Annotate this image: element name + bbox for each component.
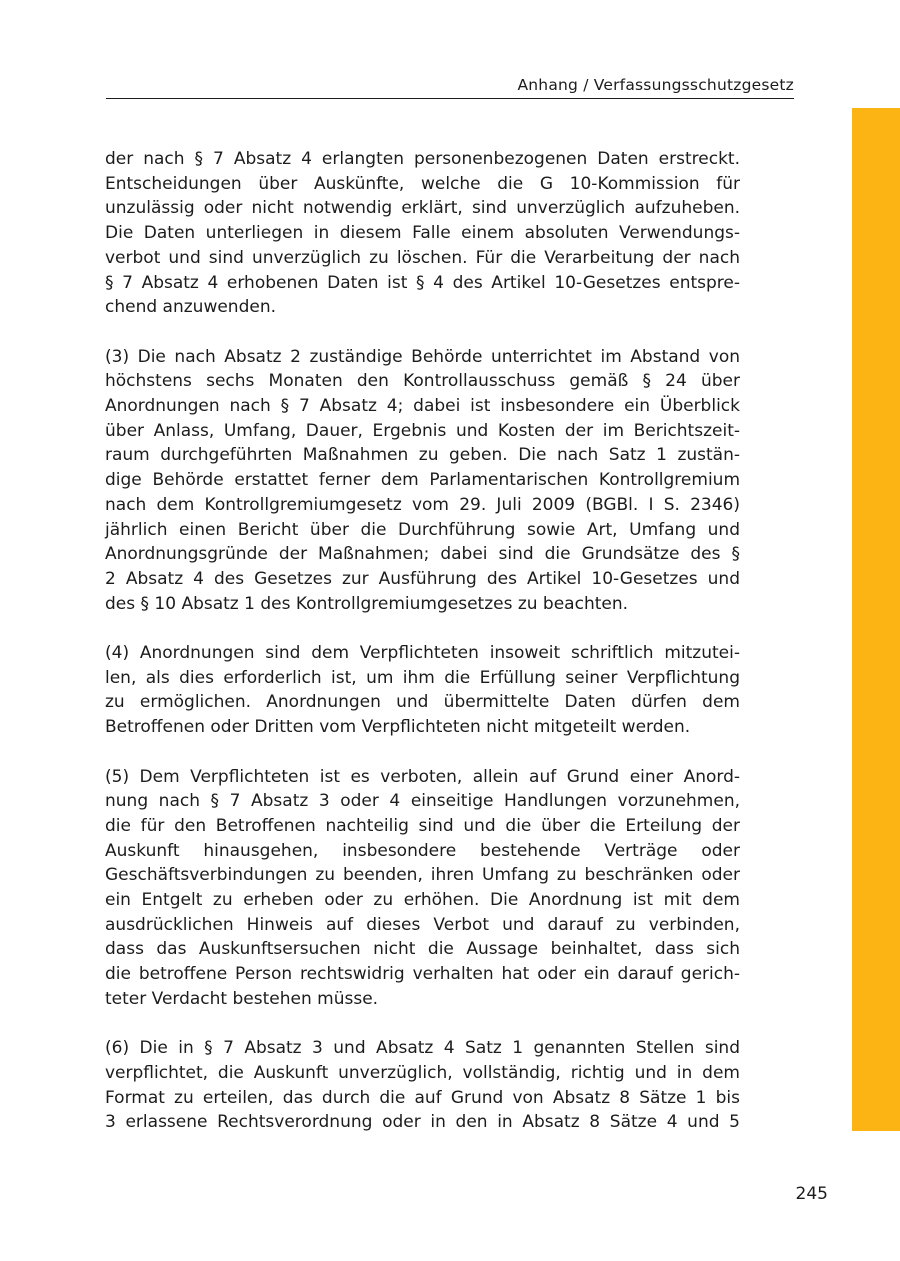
text-line: 3 erlassene Rechtsverordnung oder in den in Absatz 8 Sätze 4 und 5 (105, 1112, 740, 1133)
text-line: Die Daten unterliegen in diesem Falle einem absoluten Verwendungs- (105, 223, 740, 244)
text-line: verpflichtet, die Auskunft unverzüglich, vollständig, richtig und in dem (105, 1062, 740, 1083)
text-line: Geschäftsverbindungen zu beenden, ihren Umfang zu beschränken oder (105, 865, 740, 886)
paragraph (105, 1036, 740, 1135)
text-line: teter Verdacht bestehen müsse. (105, 988, 379, 1009)
text-line: Betroffenen oder Dritten vom Verpflichteten nicht mitgeteilt werden. (105, 717, 691, 738)
text-line: (4) Anordnungen sind dem Verpflichteten insoweit schriftlich mitzutei- (105, 643, 740, 664)
text-line: Format zu erteilen, das durch die auf Grund von Absatz 8 Sätze 1 bis (105, 1087, 740, 1108)
body-text (105, 147, 740, 1160)
text-line: Auskunft hinausgehen, insbesondere bestehende Verträge oder (105, 840, 740, 861)
text-line: len, als dies erforderlich ist, um ihm die Erfüllung seiner Verpflichtung (105, 667, 740, 688)
text-line: verbot und sind unverzüglich zu löschen. Für die Verarbeitung der nach (105, 247, 740, 268)
paragraph (105, 765, 740, 1012)
text-line: raum durchgeführten Maßnahmen zu geben. Die nach Satz 1 zustän- (105, 445, 740, 466)
paragraph (105, 147, 740, 320)
text-line: die für den Betroffenen nachteilig sind und die über die Erteilung der (105, 815, 740, 836)
text-line: jährlich einen Bericht über die Durchführung sowie Art, Umfang und (105, 519, 740, 540)
paragraph (105, 345, 740, 617)
text-line: (3) Die nach Absatz 2 zuständige Behörde unterrichtet im Abstand von (105, 346, 740, 367)
text-line: ein Entgelt zu erheben oder zu erhöhen. Die Anordnung ist mit dem (105, 890, 740, 911)
text-line: der nach § 7 Absatz 4 erlangten personenbezogenen Daten erstreckt. (105, 149, 740, 169)
text-line: unzulässig oder nicht notwendig erklärt, sind unverzüglich aufzuheben. (105, 198, 740, 219)
text-line: nach dem Kontrollgremiumgesetz vom 29. Juli 2009 (BGBl. I S. 2346) (105, 494, 740, 515)
text-line: die betroffene Person rechtswidrig verhalten hat oder ein darauf gerich- (105, 964, 740, 985)
chapter-tab-bar (852, 108, 900, 1131)
page-number: 245 (795, 1184, 828, 1204)
text-line: Entscheidungen über Auskünfte, welche die G 10-Kommission für (105, 173, 740, 194)
running-head: Anhang / Verfassungsschutzgesetz (517, 76, 794, 94)
text-line: chend anzuwenden. (105, 297, 277, 318)
text-line: Anordnungen nach § 7 Absatz 4; dabei ist insbesondere ein Überblick (105, 396, 740, 417)
text-line: des § 10 Absatz 1 des Kontrollgremiumgesetzes zu beachten. (105, 593, 629, 614)
paragraph (105, 641, 740, 740)
text-line: § 7 Absatz 4 erhobenen Daten ist § 4 des Artikel 10-Gesetzes entspre- (105, 272, 740, 293)
header-rule (106, 98, 794, 99)
text-line: 2 Absatz 4 des Gesetzes zur Ausführung des Artikel 10-Gesetzes und (105, 568, 740, 589)
text-line: zu ermöglichen. Anordnungen und übermittelte Daten dürfen dem (105, 692, 740, 713)
text-line: ausdrücklichen Hinweis auf dieses Verbot und darauf zu verbinden, (105, 914, 740, 935)
text-line: dige Behörde erstattet ferner dem Parlamentarischen Kontrollgremium (105, 470, 740, 491)
text-line: Anordnungsgründe der Maßnahmen; dabei sind die Grundsätze des § (105, 544, 740, 565)
text-line: über Anlass, Umfang, Dauer, Ergebnis und Kosten der im Berichtszeit- (105, 420, 740, 441)
text-line: (5) Dem Verpflichteten ist es verboten, allein auf Grund einer Anord- (105, 766, 740, 787)
text-line: (6) Die in § 7 Absatz 3 und Absatz 4 Satz 1 genannten Stellen sind (105, 1038, 740, 1059)
text-line: dass das Auskunftsersuchen nicht die Aussage beinhaltet, dass sich (105, 939, 740, 960)
text-line: nung nach § 7 Absatz 3 oder 4 einseitige Handlungen vorzunehmen, (105, 791, 740, 812)
text-line: höchstens sechs Monaten den Kontrollausschuss gemäß § 24 über (105, 371, 740, 392)
